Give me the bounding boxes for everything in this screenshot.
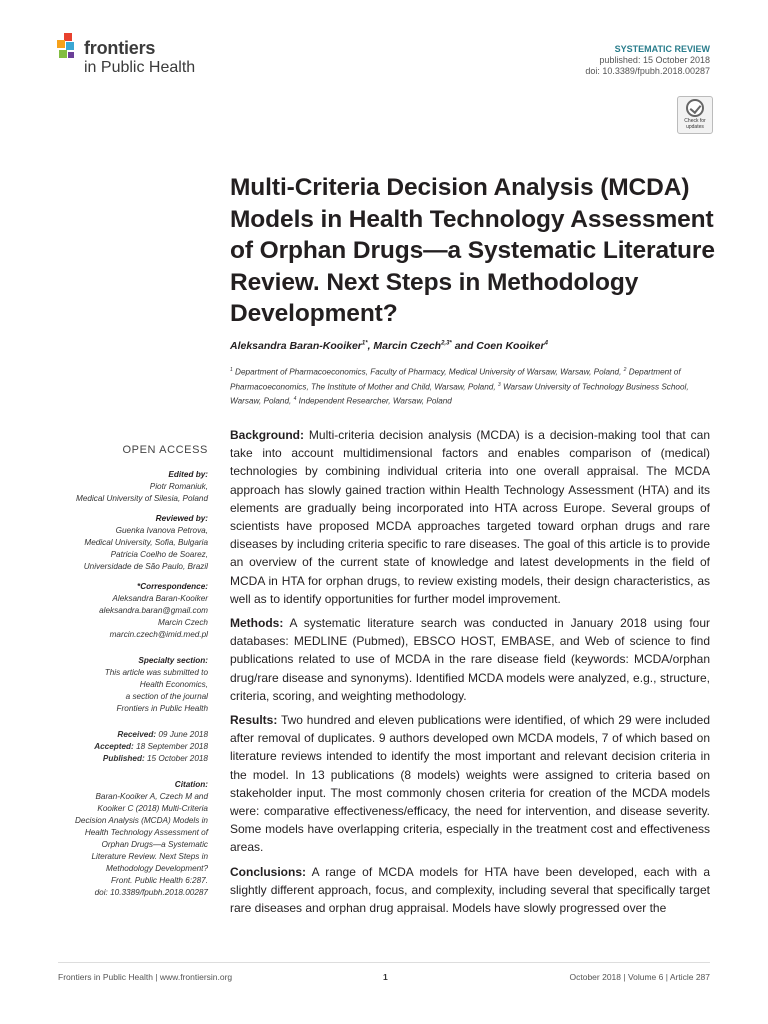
editor-line: Piotr Romaniuk, xyxy=(149,482,208,491)
received-label: Received: xyxy=(117,730,157,739)
reviewer-line: Guenka Ivanova Petrova, xyxy=(115,526,208,535)
article-meta xyxy=(585,44,710,77)
correspondence-line: Aleksandra Baran-Kooiker xyxy=(112,594,208,603)
correspondence-line: Marcin Czech xyxy=(157,618,208,627)
affiliation-number: 1 xyxy=(230,367,233,373)
background-label: Background: xyxy=(230,428,305,442)
reviewed-by-heading: Reviewed by: xyxy=(155,514,208,523)
conclusions-text: A range of MCDA models for HTA have been developed, each with a slightly different approach, focus, and complexity, including several that specifically target rare diseases and orphan drug appraisal. Models have slowly progressed over the xyxy=(230,864,710,916)
accepted-date xyxy=(48,741,208,753)
citation-line: Kooiker C (2018) Multi-Criteria xyxy=(97,804,208,813)
correspondence-heading: *Correspondence: xyxy=(137,582,208,591)
abstract-methods xyxy=(230,614,710,705)
specialty-line: Frontiers in Public Health xyxy=(116,704,208,713)
check-for-updates-badge[interactable] xyxy=(677,96,713,134)
author-name[interactable]: Marcin Czech xyxy=(373,340,442,352)
check-updates-label-2: updates xyxy=(686,124,704,130)
published-label: Published: xyxy=(102,754,145,763)
methods-label: Methods: xyxy=(230,616,284,631)
author-name[interactable]: Coen Kooiker xyxy=(476,340,545,352)
published-date xyxy=(48,753,208,765)
logo-brand: frontiers xyxy=(84,38,156,58)
reviewer-line: Patricia Coelho de Soarez, xyxy=(110,550,208,559)
open-access-label: OPEN ACCESS xyxy=(122,444,208,456)
citation-line: Baran-Kooiker A, Czech M and xyxy=(95,792,208,801)
footer-volume: October 2018 | Volume 6 | Article 287 xyxy=(569,972,710,982)
reviewer-line: Universidade de São Paulo, Brazil xyxy=(83,562,208,571)
affiliation-number: 4 xyxy=(293,396,297,403)
author-name[interactable]: Aleksandra Baran-Kooiker xyxy=(230,340,362,352)
affiliation-text: Warsaw University of Technology Business School, Warsaw, Poland, xyxy=(230,382,689,407)
affiliation-number: 3 xyxy=(497,381,501,388)
citation-heading: Citation: xyxy=(174,780,208,789)
citation-line: Health Technology Assessment of xyxy=(84,828,208,837)
correspondence-email[interactable]: aleksandra.baran@gmail.com xyxy=(99,606,208,615)
citation-line: Front. Public Health 6:287. xyxy=(111,876,208,885)
journal-logo xyxy=(56,33,236,79)
footer-journal[interactable]: Frontiers in Public Health | www.frontiersin.org xyxy=(58,972,233,982)
accepted-value: 18 September 2018 xyxy=(133,742,208,751)
methods-text: A systematic literature search was conducted in January 2018 using four databases: MEDLINE (Pubmed), EBSCO HOST, EMBASE, and Web of science to find publications related to use of MCDA in the rare disease field (keywords: MCDA/orphan drug/rare disease and synonyms). Identified MCDA models were analyzed, e.g., structure, criteria, scoring, and weighting methodology. xyxy=(230,616,710,703)
author-affiliation-mark: 2,3* xyxy=(441,340,452,347)
author-affiliation-mark: 4 xyxy=(544,340,548,347)
author-separator: , xyxy=(367,340,374,352)
reviewer-line: Medical University, Sofia, Bulgaria xyxy=(84,538,208,547)
citation-line: Methodology Development? xyxy=(106,864,208,873)
specialty-line: a section of the journal xyxy=(125,692,208,701)
affiliation-number: 2 xyxy=(623,367,627,373)
abstract xyxy=(230,426,710,923)
check-updates-label: Check for xyxy=(684,118,706,124)
specialty-line: This article was submitted to xyxy=(104,668,208,677)
received-date xyxy=(48,729,208,741)
published-date: published: 15 October 2018 xyxy=(599,55,710,65)
author-separator: and xyxy=(451,340,477,352)
correspondence-email[interactable]: marcin.czech@imid.med.pl xyxy=(109,630,208,639)
affiliation-text: Department of Pharmacoeconomics, The Institute of Mother and Child, Warsaw, Poland, xyxy=(230,367,681,392)
abstract-conclusions xyxy=(230,863,710,918)
published-value: 15 October 2018 xyxy=(144,754,208,763)
doi-link[interactable]: doi: 10.3389/fpubh.2018.00287 xyxy=(585,66,710,76)
abstract-results xyxy=(230,711,710,857)
received-value: 09 June 2018 xyxy=(156,730,208,739)
editor-line: Medical University of Silesia, Poland xyxy=(76,494,208,503)
background-text: Multi-criteria decision analysis (MCDA) is a decision-making tool that can take into account multidimensional factors and enables comparison of (medical) technologies by combining individual criteria into one overall appraisal. The MCDA approach has slowly gained traction within Health Technology Assessment (HTA) and its elements are gradually being incorporated into HTA across Europe. Several groups of scientists have proposed MCDA approaches targeted toward orphan drugs and rare diseases by including criteria specific to rare diseases. The goal of this article is to provide an overview of the current state of knowledge and latest developments in the field of MCDA in HTA for orphan drugs, to review existing models, their design characteristics, as well as to identify opportunities for further model improvement. xyxy=(230,428,710,606)
results-text: Two hundred and eleven publications were identified, of which 29 were included after removal of duplicates. 9 authors developed own MCDA models, 7 of which based on literature reviews intended to identify the most important and relevant decision criteria in the model. In 13 publications (8 models) weights were assigned to criteria based on stakeholder input. The most commonly chosen criteria for creation of the MCDA models were: comparative effectiveness/efficacy, the need for intervention, and disease severity. Some models have overlapping criteria, especially in the treatment cost and effectiveness areas. xyxy=(230,713,710,855)
footer-divider xyxy=(58,962,710,963)
affiliations xyxy=(230,364,718,408)
author-affiliation-mark: 1* xyxy=(361,340,368,347)
results-label: Results: xyxy=(230,713,278,728)
citation-line: Literature Review. Next Steps in xyxy=(91,852,208,861)
accepted-label: Accepted: xyxy=(94,742,134,751)
article-type: SYSTEMATIC REVIEW xyxy=(614,44,710,54)
author-list xyxy=(230,340,548,352)
check-updates-icon xyxy=(686,99,704,117)
logo-journal: in Public Health xyxy=(84,59,196,76)
affiliation-text: Independent Researcher, Warsaw, Poland xyxy=(296,397,452,407)
citation-line: Decision Analysis (MCDA) Models in xyxy=(74,816,208,825)
frontiers-logo-icon xyxy=(56,33,80,61)
citation-line: Orphan Drugs—a Systematic xyxy=(101,840,208,849)
citation-doi[interactable]: doi: 10.3389/fpubh.2018.00287 xyxy=(94,888,208,897)
edited-by-heading: Edited by: xyxy=(168,470,208,479)
article-title: Multi-Criteria Decision Analysis (MCDA) Models in Health Technology Assessment of Orphan Drugs—a Systematic Literature Review. Next Steps in Methodology Development? xyxy=(230,174,715,327)
abstract-background xyxy=(230,426,710,608)
conclusions-label: Conclusions: xyxy=(230,864,307,879)
specialty-line: Health Economics, xyxy=(139,680,208,689)
page-number: 1 xyxy=(383,972,388,982)
article-sidebar xyxy=(48,444,208,899)
affiliation-text: Department of Pharmacoeconomics, Faculty of Pharmacy, Medical University of Warsaw, Warsaw, Poland, xyxy=(232,367,624,377)
specialty-heading: Specialty section: xyxy=(138,656,208,665)
